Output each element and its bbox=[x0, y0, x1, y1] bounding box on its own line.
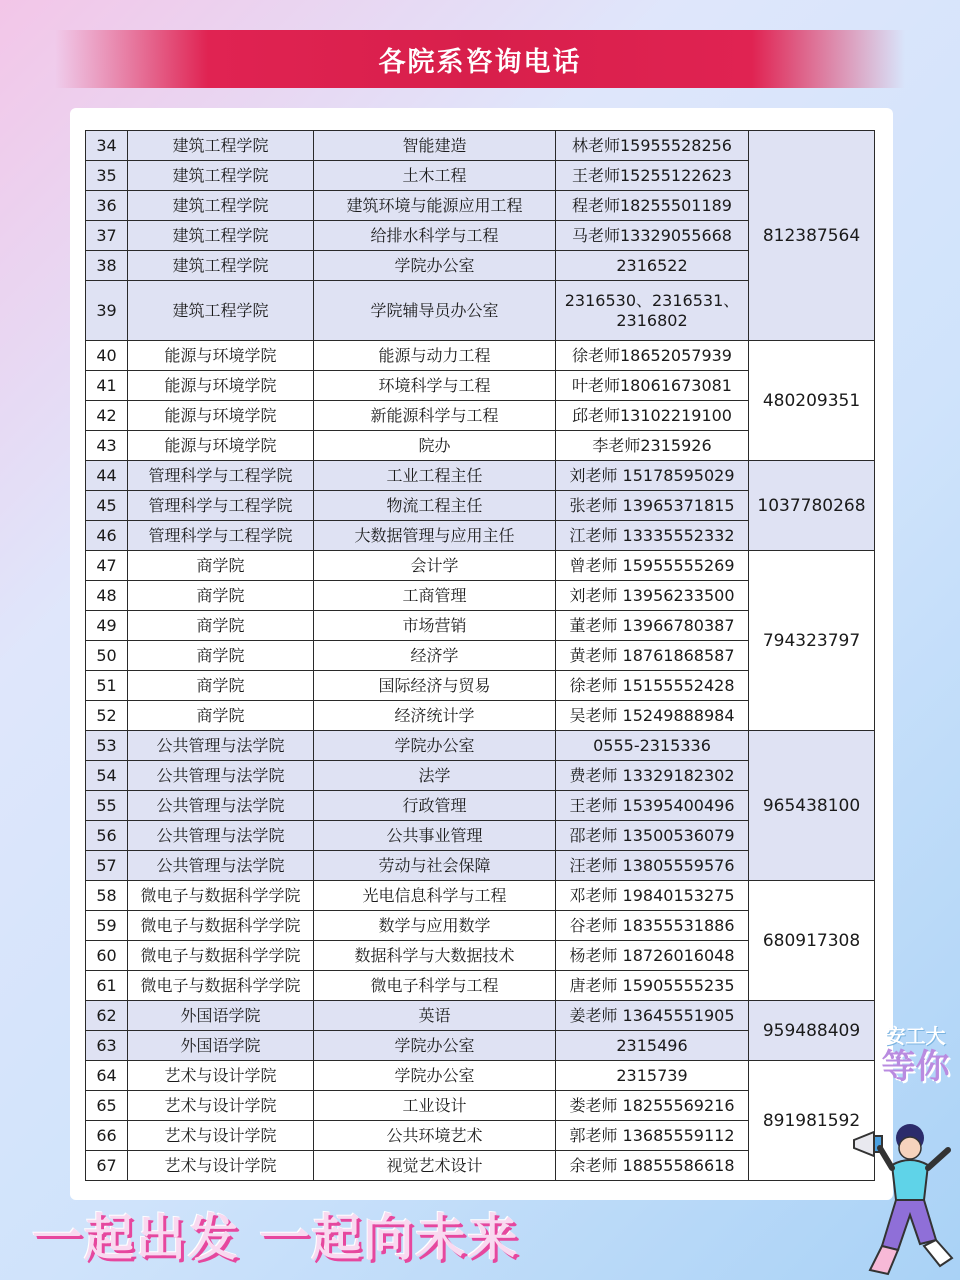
row-number: 54 bbox=[86, 761, 128, 791]
table-row bbox=[86, 461, 875, 491]
row-number: 62 bbox=[86, 1001, 128, 1031]
contact-phone: 谷老师 18355531886 bbox=[556, 911, 749, 941]
major-name: 市场营销 bbox=[314, 611, 556, 641]
page-title: 各院系咨询电话 bbox=[378, 46, 582, 78]
table-row bbox=[86, 881, 875, 911]
contact-phone: 程老师18255501189 bbox=[556, 191, 749, 221]
contact-phone: 汪老师 13805559576 bbox=[556, 851, 749, 881]
contact-phone: 张老师 13965371815 bbox=[556, 491, 749, 521]
row-number: 66 bbox=[86, 1121, 128, 1151]
major-name: 英语 bbox=[314, 1001, 556, 1031]
college-name: 微电子与数据科学学院 bbox=[128, 971, 314, 1001]
row-number: 40 bbox=[86, 341, 128, 371]
college-name: 能源与环境学院 bbox=[128, 371, 314, 401]
college-name: 艺术与设计学院 bbox=[128, 1151, 314, 1181]
major-name: 工业设计 bbox=[314, 1091, 556, 1121]
contact-phone: 娄老师 18255569216 bbox=[556, 1091, 749, 1121]
college-name: 商学院 bbox=[128, 551, 314, 581]
row-number: 51 bbox=[86, 671, 128, 701]
college-name: 公共管理与法学院 bbox=[128, 851, 314, 881]
college-name: 商学院 bbox=[128, 581, 314, 611]
qq-group-number: 891981592 bbox=[749, 1061, 875, 1181]
college-name: 管理科学与工程学院 bbox=[128, 461, 314, 491]
major-name: 公共事业管理 bbox=[314, 821, 556, 851]
college-name: 商学院 bbox=[128, 641, 314, 671]
contact-phone: 邱老师13102219100 bbox=[556, 401, 749, 431]
row-number: 63 bbox=[86, 1031, 128, 1061]
college-name: 外国语学院 bbox=[128, 1001, 314, 1031]
college-name: 公共管理与法学院 bbox=[128, 791, 314, 821]
college-name: 商学院 bbox=[128, 701, 314, 731]
contact-phone: 余老师 18855586618 bbox=[556, 1151, 749, 1181]
contact-phone: 0555-2315336 bbox=[556, 731, 749, 761]
major-name: 土木工程 bbox=[314, 161, 556, 191]
qq-group-number: 480209351 bbox=[749, 341, 875, 461]
contact-phone: 费老师 13329182302 bbox=[556, 761, 749, 791]
college-name: 能源与环境学院 bbox=[128, 341, 314, 371]
qq-group-number: 965438100 bbox=[749, 731, 875, 881]
contact-phone: 曾老师 15955555269 bbox=[556, 551, 749, 581]
row-number: 58 bbox=[86, 881, 128, 911]
row-number: 57 bbox=[86, 851, 128, 881]
major-name: 新能源科学与工程 bbox=[314, 401, 556, 431]
college-name: 建筑工程学院 bbox=[128, 191, 314, 221]
college-name: 管理科学与工程学院 bbox=[128, 521, 314, 551]
contact-phone: 姜老师 13645551905 bbox=[556, 1001, 749, 1031]
contact-table bbox=[85, 130, 875, 1181]
major-name: 学院办公室 bbox=[314, 1031, 556, 1061]
major-name: 物流工程主任 bbox=[314, 491, 556, 521]
major-name: 院办 bbox=[314, 431, 556, 461]
contact-phone: 2315739 bbox=[556, 1061, 749, 1091]
contact-phone: 郭老师 13685559112 bbox=[556, 1121, 749, 1151]
major-name: 公共环境艺术 bbox=[314, 1121, 556, 1151]
contact-phone: 2316530、2316531、2316802 bbox=[556, 281, 749, 341]
major-name: 法学 bbox=[314, 761, 556, 791]
college-name: 外国语学院 bbox=[128, 1031, 314, 1061]
school-badge bbox=[878, 1020, 953, 1085]
table-row bbox=[86, 731, 875, 761]
row-number: 46 bbox=[86, 521, 128, 551]
contact-phone: 马老师13329055668 bbox=[556, 221, 749, 251]
major-name: 行政管理 bbox=[314, 791, 556, 821]
college-name: 艺术与设计学院 bbox=[128, 1121, 314, 1151]
row-number: 55 bbox=[86, 791, 128, 821]
college-name: 建筑工程学院 bbox=[128, 131, 314, 161]
college-name: 微电子与数据科学学院 bbox=[128, 911, 314, 941]
contact-phone: 徐老师18652057939 bbox=[556, 341, 749, 371]
college-name: 公共管理与法学院 bbox=[128, 761, 314, 791]
contact-phone: 李老师2315926 bbox=[556, 431, 749, 461]
row-number: 65 bbox=[86, 1091, 128, 1121]
table-row bbox=[86, 131, 875, 161]
row-number: 37 bbox=[86, 221, 128, 251]
row-number: 52 bbox=[86, 701, 128, 731]
row-number: 43 bbox=[86, 431, 128, 461]
college-name: 建筑工程学院 bbox=[128, 161, 314, 191]
major-name: 大数据管理与应用主任 bbox=[314, 521, 556, 551]
contact-phone: 王老师15255122623 bbox=[556, 161, 749, 191]
contact-phone: 黄老师 18761868587 bbox=[556, 641, 749, 671]
row-number: 56 bbox=[86, 821, 128, 851]
college-name: 商学院 bbox=[128, 671, 314, 701]
major-name: 工业工程主任 bbox=[314, 461, 556, 491]
major-name: 智能建造 bbox=[314, 131, 556, 161]
college-name: 管理科学与工程学院 bbox=[128, 491, 314, 521]
row-number: 64 bbox=[86, 1061, 128, 1091]
college-name: 公共管理与法学院 bbox=[128, 731, 314, 761]
major-name: 会计学 bbox=[314, 551, 556, 581]
major-name: 数据科学与大数据技术 bbox=[314, 941, 556, 971]
contact-phone: 董老师 13966780387 bbox=[556, 611, 749, 641]
row-number: 42 bbox=[86, 401, 128, 431]
major-name: 环境科学与工程 bbox=[314, 371, 556, 401]
row-number: 67 bbox=[86, 1151, 128, 1181]
table-row bbox=[86, 341, 875, 371]
row-number: 41 bbox=[86, 371, 128, 401]
row-number: 36 bbox=[86, 191, 128, 221]
qq-group-number: 680917308 bbox=[749, 881, 875, 1001]
college-name: 公共管理与法学院 bbox=[128, 821, 314, 851]
college-name: 商学院 bbox=[128, 611, 314, 641]
qq-group-number: 794323797 bbox=[749, 551, 875, 731]
badge-school: 安工大 bbox=[885, 1024, 946, 1048]
major-name: 学院办公室 bbox=[314, 251, 556, 281]
row-number: 59 bbox=[86, 911, 128, 941]
row-number: 60 bbox=[86, 941, 128, 971]
contact-phone: 唐老师 15905555235 bbox=[556, 971, 749, 1001]
row-number: 45 bbox=[86, 491, 128, 521]
college-name: 能源与环境学院 bbox=[128, 431, 314, 461]
row-number: 38 bbox=[86, 251, 128, 281]
row-number: 47 bbox=[86, 551, 128, 581]
table-row bbox=[86, 1061, 875, 1091]
row-number: 39 bbox=[86, 281, 128, 341]
college-name: 建筑工程学院 bbox=[128, 281, 314, 341]
row-number: 50 bbox=[86, 641, 128, 671]
contact-phone: 邓老师 19840153275 bbox=[556, 881, 749, 911]
major-name: 经济学 bbox=[314, 641, 556, 671]
college-name: 能源与环境学院 bbox=[128, 401, 314, 431]
major-name: 建筑环境与能源应用工程 bbox=[314, 191, 556, 221]
cheering-girl-mascot bbox=[840, 1120, 960, 1280]
contact-phone: 刘老师 15178595029 bbox=[556, 461, 749, 491]
table-row bbox=[86, 551, 875, 581]
row-number: 34 bbox=[86, 131, 128, 161]
qq-group-number: 959488409 bbox=[749, 1001, 875, 1061]
contact-phone: 林老师15955528256 bbox=[556, 131, 749, 161]
college-name: 建筑工程学院 bbox=[128, 221, 314, 251]
badge-waiting: 等你 bbox=[881, 1047, 950, 1087]
contact-phone: 2315496 bbox=[556, 1031, 749, 1061]
major-name: 学院办公室 bbox=[314, 731, 556, 761]
major-name: 学院辅导员办公室 bbox=[314, 281, 556, 341]
contact-phone: 2316522 bbox=[556, 251, 749, 281]
table-row bbox=[86, 1001, 875, 1031]
major-name: 微电子科学与工程 bbox=[314, 971, 556, 1001]
contact-phone: 江老师 13335552332 bbox=[556, 521, 749, 551]
row-number: 48 bbox=[86, 581, 128, 611]
major-name: 能源与动力工程 bbox=[314, 341, 556, 371]
megaphone-icon bbox=[854, 1132, 882, 1156]
major-name: 经济统计学 bbox=[314, 701, 556, 731]
major-name: 光电信息科学与工程 bbox=[314, 881, 556, 911]
contact-phone: 吴老师 15249888984 bbox=[556, 701, 749, 731]
college-name: 艺术与设计学院 bbox=[128, 1061, 314, 1091]
major-name: 学院办公室 bbox=[314, 1061, 556, 1091]
slogan: 一起出发 一起向未来 bbox=[32, 1209, 520, 1267]
row-number: 61 bbox=[86, 971, 128, 1001]
college-name: 艺术与设计学院 bbox=[128, 1091, 314, 1121]
major-name: 工商管理 bbox=[314, 581, 556, 611]
contact-phone: 王老师 15395400496 bbox=[556, 791, 749, 821]
contact-phone: 杨老师 18726016048 bbox=[556, 941, 749, 971]
row-number: 49 bbox=[86, 611, 128, 641]
college-name: 微电子与数据科学学院 bbox=[128, 881, 314, 911]
contact-phone: 邵老师 13500536079 bbox=[556, 821, 749, 851]
qq-group-number: 812387564 bbox=[749, 131, 875, 341]
row-number: 53 bbox=[86, 731, 128, 761]
contact-phone: 徐老师 15155552428 bbox=[556, 671, 749, 701]
major-name: 视觉艺术设计 bbox=[314, 1151, 556, 1181]
major-name: 国际经济与贸易 bbox=[314, 671, 556, 701]
qq-group-number: 1037780268 bbox=[749, 461, 875, 551]
contact-phone: 刘老师 13956233500 bbox=[556, 581, 749, 611]
contact-phone: 叶老师18061673081 bbox=[556, 371, 749, 401]
college-name: 微电子与数据科学学院 bbox=[128, 941, 314, 971]
college-name: 建筑工程学院 bbox=[128, 251, 314, 281]
major-name: 数学与应用数学 bbox=[314, 911, 556, 941]
major-name: 劳动与社会保障 bbox=[314, 851, 556, 881]
major-name: 给排水科学与工程 bbox=[314, 221, 556, 251]
title-banner bbox=[55, 30, 905, 88]
row-number: 44 bbox=[86, 461, 128, 491]
row-number: 35 bbox=[86, 161, 128, 191]
